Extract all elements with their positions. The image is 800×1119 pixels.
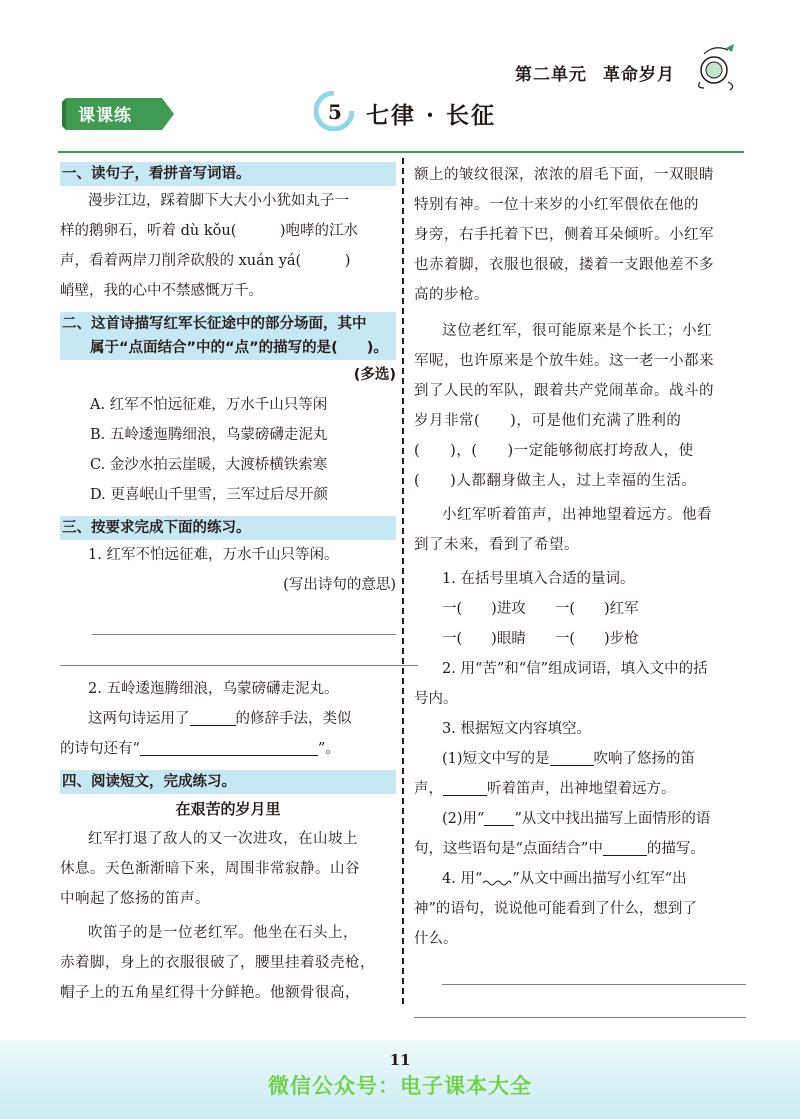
r-passage-line-4: 也赤着脚，衣服也很破，搂着一支跟他差不多 [414,257,714,273]
passage-line-2: 休息。天色渐渐暗下来，周围非常寂静。山谷 [60,861,360,877]
r-passage-line-1: 额上的皱纹很深，浓浓的眉毛下面，一双眼睛 [414,167,714,183]
q3-2-text-d: 的描写。 [646,841,705,857]
answer-line-1[interactable] [92,634,396,635]
left-column [60,162,396,1008]
passage-line-5: 赤着脚，身上的衣服很破了，腰里挂着驳壳枪， [60,955,375,971]
r-passage-line-2: 特别有神。一位十来岁的小红军偎依在他的 [414,197,699,213]
unit-label: 第二单元 [515,65,587,85]
q3-1-line-1 [414,744,746,774]
passage-line-4: 吹笛子的是一位老红军。他坐在石头上， [88,925,358,941]
rhetoric-blank[interactable] [190,709,236,726]
section-2-title-line-2: 属于“点面结合”中的“点”的描写的是( )。 [60,336,396,360]
q3-1-blank-2[interactable] [443,779,487,796]
q3-1-text-a: (1)短文中写的是 [442,751,550,767]
q1-row-2[interactable]: 一( )眼睛 一( )步枪 [442,631,639,647]
lesson-number: 5 [328,100,342,124]
similar-verse-blank[interactable] [140,739,318,756]
q4-answer-line-2[interactable] [414,1017,746,1018]
s3-question-2-fill-b [60,734,396,764]
q3-1-text-b: 吹响了悠扬的笛 [593,751,696,767]
r-passage-line-11[interactable]: ( )人都翻身做主人，过上幸福的生活。 [414,473,697,489]
s1-line-1: 漫步江边，踩着脚下大大小小犹如丸子一 [88,193,349,209]
q3-2-line-1 [414,804,746,834]
passage-line-3: 中响起了悠扬的笛声。 [60,891,210,907]
q3-1-text-d: 听着笛声，出神地望着远方。 [487,781,676,797]
passage-line-6: 帽子上的五角星红得十分鲜艳。他额骨很高， [60,985,360,1001]
q3-2-text-b: ”从文中找出描写上面情形的语 [514,811,711,827]
r-passage-line-10[interactable]: ( )，( )一定能够彻底打垮敌人，使 [414,443,694,459]
q4-text-b: ”从文中画出描写小红军“出 [512,871,687,887]
q1-row-1[interactable]: 一( )进攻 一( )红军 [442,601,639,617]
section-1-title: 一、读句子，看拼音写词语。 [60,162,396,186]
r-passage-line-6: 这位老红军，很可能原来是个长工；小红 [442,323,712,339]
q4-answer-line-1[interactable] [442,984,746,985]
q3-1-line-2 [414,774,746,804]
header-divider [58,151,744,153]
q3-2-line-2 [414,834,746,864]
q4-line-3: 什么。 [414,931,458,947]
right-column [414,160,746,1018]
column-divider [402,158,404,1004]
page-number: 11 [389,1051,411,1069]
q4-text-a: 4. 用“ [442,871,483,887]
section-2-title-line-1: 二、这首诗描写红军长征途中的部分场面，其中 [60,312,396,336]
unit-theme: 革命岁月 [603,65,675,85]
q3-2-blank[interactable] [603,839,647,856]
q4-line-1 [414,864,746,894]
s1-line-2: 样的鹅卵石，听着 dù kǒu( )咆哮的江水 [60,223,359,239]
s3-q2-text-a: 这两句诗运用了 [88,711,190,727]
s1-line-3: 声，看着两岸刀削斧砍般的 xuán yá( ) [60,253,351,269]
q3-2-text-a: (2)用“ [442,811,485,827]
q3-prompt: 3. 根据短文内容填空。 [442,721,591,737]
q4-line-2: 神”的语句，说说他可能看到了什么，想到了 [414,901,697,917]
passage-title: 在艰苦的岁月里 [175,800,281,818]
r-passage-line-12: 小红军听着笛声，出神地望着远方。他看 [442,507,712,523]
option-c[interactable]: C. 金沙水拍云崖暖，大渡桥横铁索寒 [90,457,328,473]
s1-line-4: 峭壁，我的心中不禁感慨万千。 [60,283,263,299]
badge-label: 课课练 [78,106,132,126]
q1-prompt: 1. 在括号里填入合适的量词。 [442,571,635,587]
passage-line-1: 红军打退了敌人的又一次进攻，在山坡上 [88,831,358,847]
option-b[interactable]: B. 五岭逶迤腾细浪，乌蒙磅礴走泥丸 [90,427,328,443]
answer-line-2[interactable] [60,665,418,666]
s3-q2-text-b: 的修辞手法，类似 [235,711,352,727]
option-a[interactable]: A. 红军不怕远征难，万水千山只等闲 [90,397,328,413]
option-d[interactable]: D. 更喜岷山千里雪，三军过后尽开颜 [90,487,328,503]
q2-prompt-line-1: 2. 用“苦”和“信”组成词语，填入文中的括 [442,661,708,677]
r-passage-line-13: 到了未来，看到了希望。 [414,537,579,553]
q3-1-blank-1[interactable] [550,749,594,766]
q2-prompt-line-2: 号内。 [414,691,458,707]
s3-question-2-fill-a [60,704,396,734]
s3-question-2: 2. 五岭逶迤腾细浪，乌蒙磅礴走泥丸。 [88,681,339,697]
s3-question-1-note: (写出诗句的意思) [283,577,396,593]
s3-q2-text-c: 的诗句还有“ [60,741,140,757]
unit-header [515,60,675,85]
section-4-title: 四、阅读短文，完成练习。 [60,770,396,794]
s3-question-1: 1. 红军不怕远征难，万水千山只等闲。 [88,547,339,563]
r-passage-line-8: 到了人民的军队，跟着共产党闹革命。战斗的 [414,383,714,399]
r-passage-line-5: 高的步枪。 [414,287,489,303]
wavy-line-sample-icon [482,877,512,887]
r-passage-line-9[interactable]: 岁月非常( )，可是他们充满了胜利的 [414,413,682,429]
q3-1-text-c: 声， [414,781,443,797]
r-passage-line-3: 身旁，右手托着下巴，侧着耳朵倾听。小红军 [414,227,714,243]
underline-sample-icon [484,812,514,826]
watermark: 微信公众号：电子课本大全 [268,1074,532,1098]
section-3-title: 三、按要求完成下面的练习。 [60,516,396,540]
r-passage-line-7: 军呢，也许原来是个放牛娃。这一老一小都来 [414,353,714,369]
q3-2-text-c: 句，这些语句是“点面结合”中 [414,841,603,857]
s3-q2-text-d: ”。 [317,741,340,757]
decorative-emblem-icon [690,42,742,92]
multiple-choice-note: (多选) [353,367,396,383]
lesson-title: 七律 · 长征 [366,102,497,129]
